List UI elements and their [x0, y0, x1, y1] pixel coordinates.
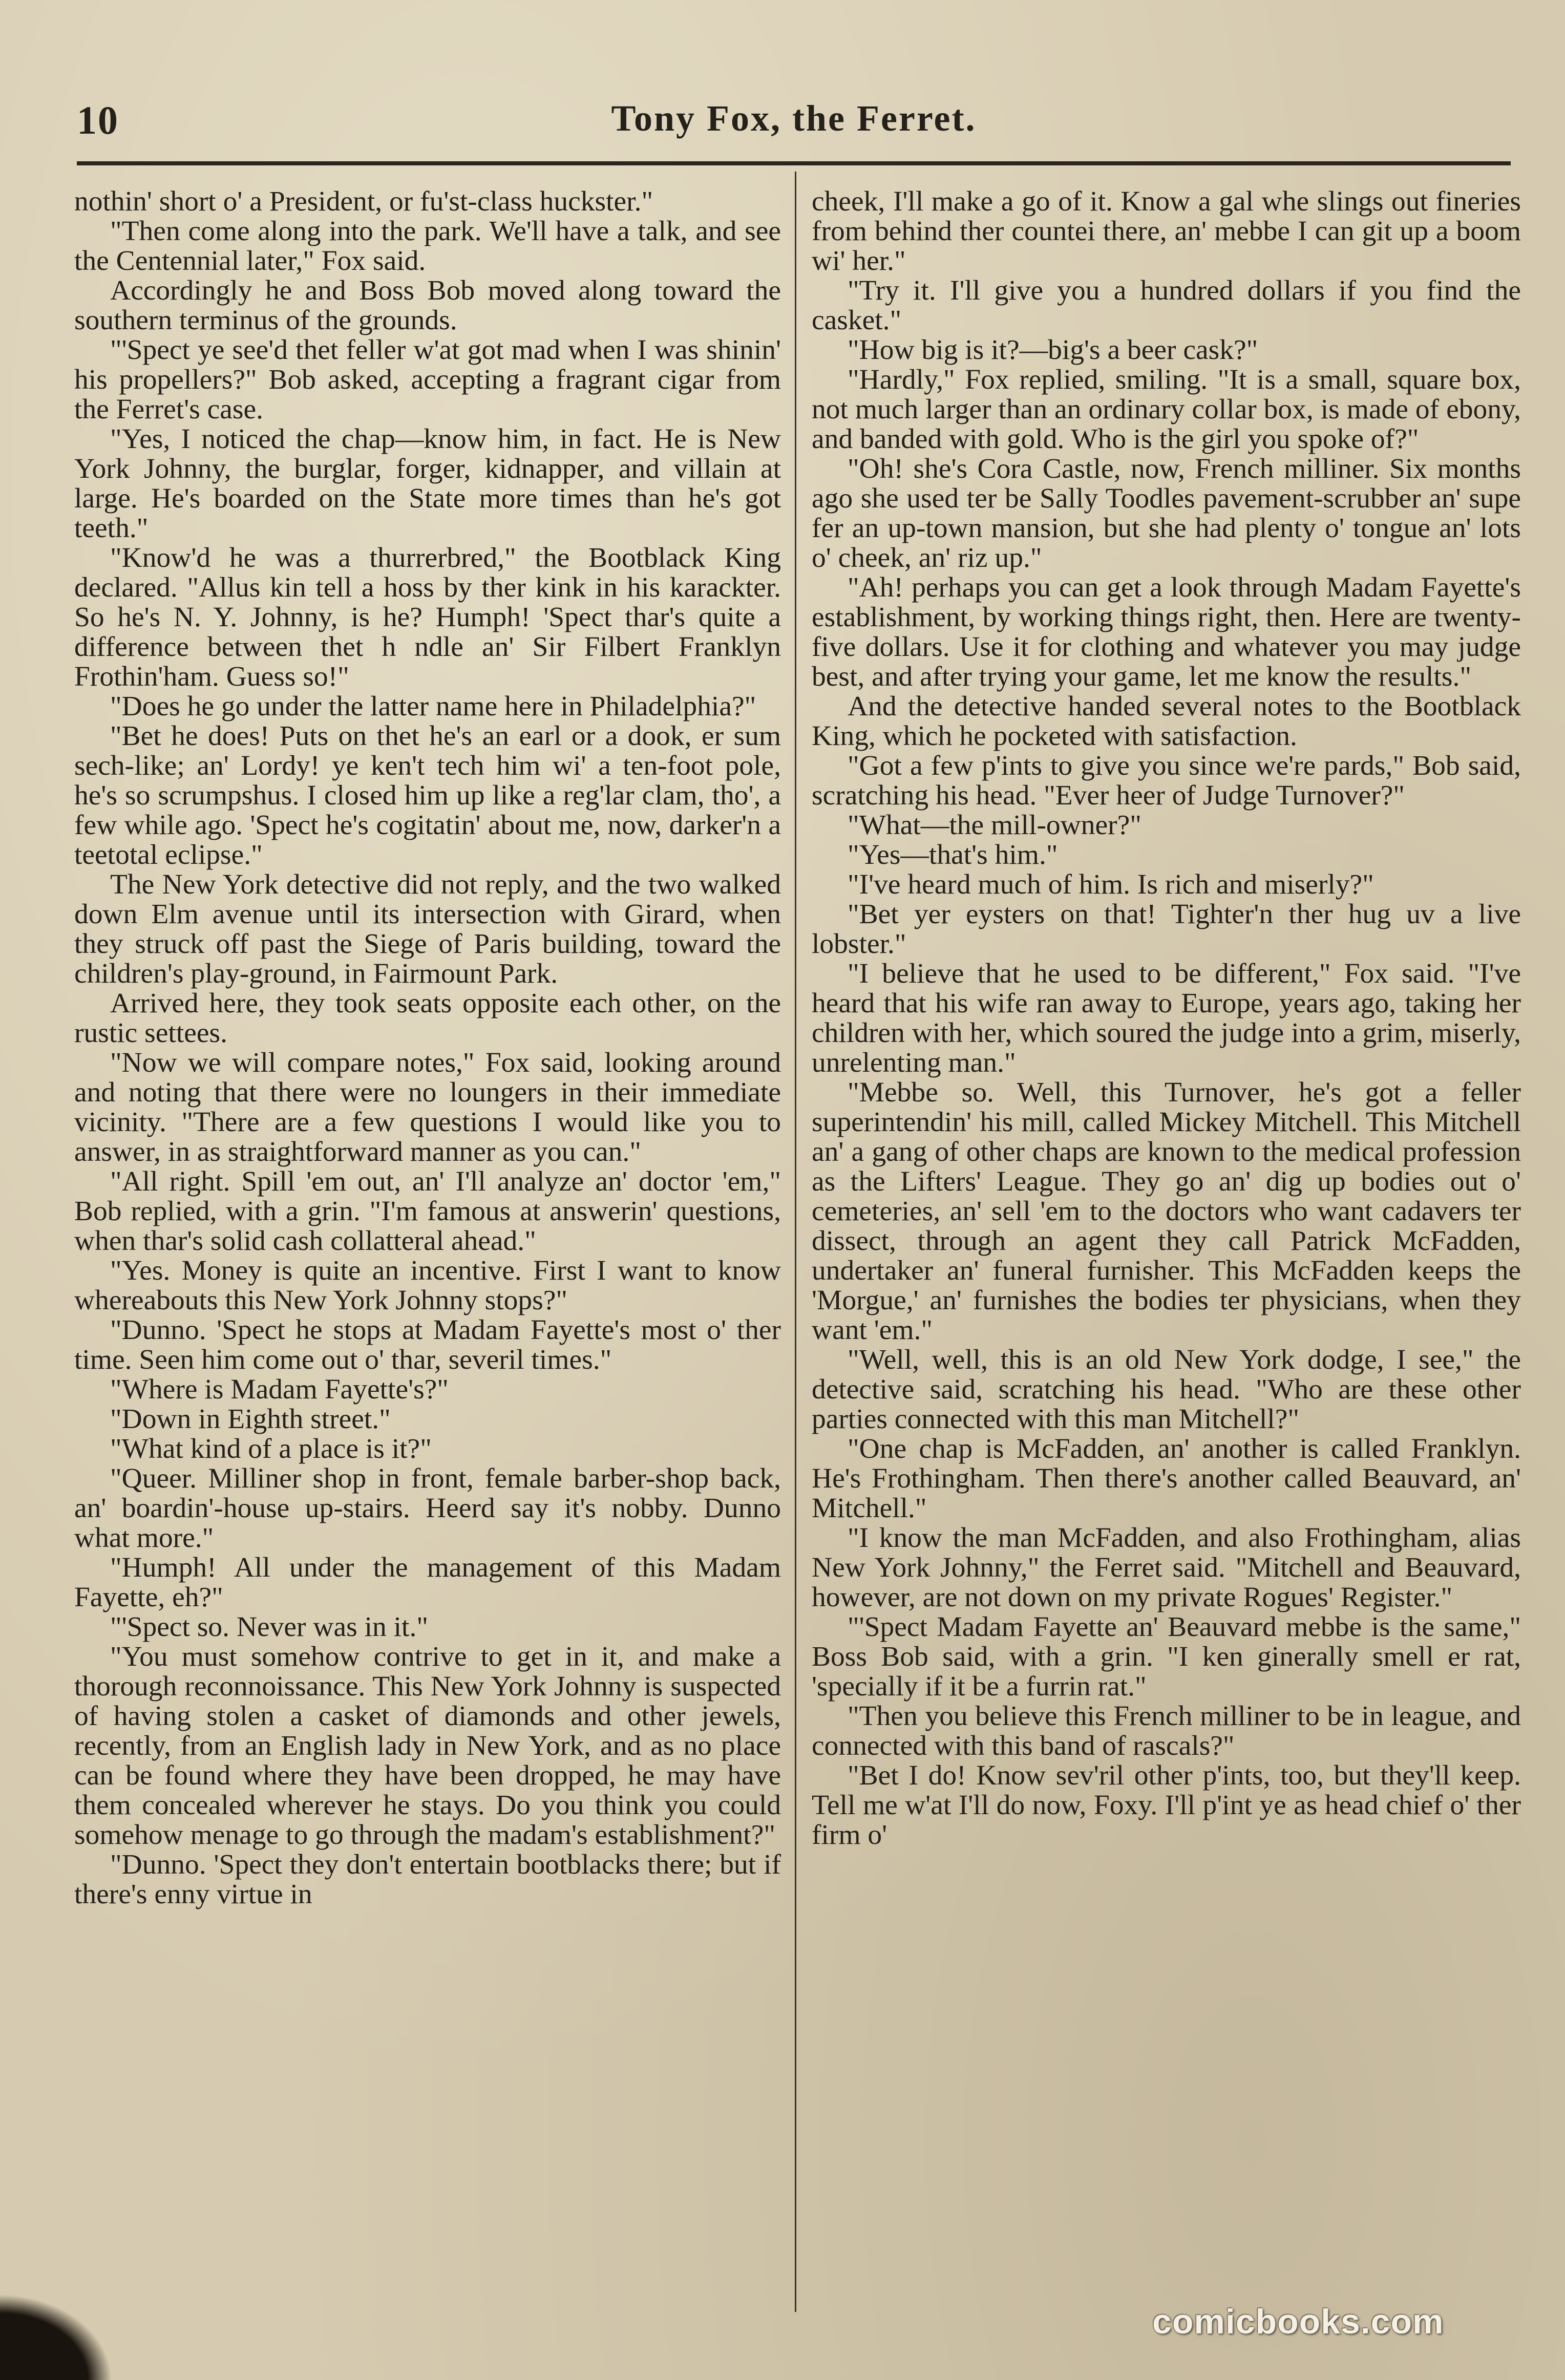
right-column-paragraph: "How big is it?—big's a beer cask?" — [848, 334, 1258, 366]
left-column-paragraph: "Dunno. 'Spect he stops at Madam Fayette's most o' ther time. Seen him come out o' thar, severil times." — [74, 1314, 781, 1375]
left-column-paragraph: "Dunno. 'Spect they don't entertain bootblacks there; but if there's enny virtue in — [74, 1849, 781, 1910]
right-column-paragraph: "Bet I do! Know sev'ril other p'ints, too, but they'll keep. Tell me w'at I'll do now, Foxy. I'll p'int ye as head chief o' ther firm o' — [812, 1760, 1521, 1851]
left-column-paragraph: "Yes. Money is quite an incentive. First I want to know whereabouts this New York Johnny stops?" — [74, 1255, 781, 1316]
left-column-paragraph: "Bet he does! Puts on thet he's an earl or a dook, er sum sech-like; an' Lordy! ye ken't tech him wi' a ten-foot pole, he's so scrumpshus. I closed him up like a reg'lar clam, tho', a few while ago. 'Spect he's cogitatin' about me, now, darker'n a teetotal eclipse." — [74, 720, 781, 870]
right-column-paragraph: "Well, well, this is an old New York dodge, I see," the detective said, scratching his head. "Who are these other parties connected with this man Mitchell?" — [812, 1344, 1521, 1435]
left-column-paragraph: "Queer. Milliner shop in front, female barber-shop back, an' boardin'-house up-stairs. Heerd say it's nobby. Dunno what more." — [74, 1463, 781, 1554]
right-column-paragraph: "Got a few p'ints to give you since we're pards," Bob said, scratching his head. "Ever heer of Judge Turnover?" — [812, 750, 1521, 811]
left-column-paragraph: "What kind of a place is it?" — [110, 1433, 432, 1464]
right-column-paragraph: "Ah! perhaps you can get a look through Madam Fayette's establishment, by working things right, then. Here are twenty-five dollars. Use it for clothing and whatever you may judge best, and after trying your game, let me know the results." — [812, 572, 1521, 692]
right-column-paragraph: "Bet yer eysters on that! Tighter'n ther hug uv a live lobster." — [812, 899, 1521, 960]
right-column — [812, 187, 1521, 2307]
column-divider — [795, 172, 796, 2312]
page-number: 10 — [77, 98, 119, 142]
watermark: comicbooks.com — [1152, 2302, 1444, 2341]
right-column-paragraph: "Hardly," Fox replied, smiling. "It is a small, square box, not much larger than an ordinary collar box, is made of ebony, and banded with gold. Who is the girl you spoke of?" — [812, 364, 1521, 455]
right-column-paragraph: "Oh! she's Cora Castle, now, French milliner. Six months ago she used ter be Sally Toodles pavement-scrubber an' supe fer an up-town mansion, but she had plenty o' tongue an' lots o' cheek, an' riz up." — [812, 453, 1521, 573]
page-header — [77, 97, 1511, 154]
right-column-paragraph: "I've heard much of him. Is rich and miserly?" — [848, 869, 1374, 900]
right-column-paragraph: "'Spect Madam Fayette an' Beauvard mebbe is the same," Boss Bob said, with a grin. "I ken ginerally smell er rat, 'specially if it be a furrin rat." — [812, 1611, 1521, 1702]
left-column-paragraph: "Humph! All under the management of this Madam Fayette, eh?" — [74, 1552, 781, 1613]
left-column-paragraph: "All right. Spill 'em out, an' I'll analyze an' doctor 'em," Bob replied, with a grin. "I'm famous at answerin' questions, when thar's solid cash collatteral ahead." — [74, 1166, 781, 1257]
left-column-paragraph: Arrived here, they took seats opposite each other, on the rustic settees. — [74, 988, 781, 1049]
left-column-paragraph: "'Spect ye see'd thet feller w'at got mad when I was shinin' his propellers?" Bob asked, accepting a fragrant cigar from the Ferret's case. — [74, 334, 781, 425]
right-column-paragraph: "I believe that he used to be different," Fox said. "I've heard that his wife ran away to Europe, years ago, taking her children with her, which soured the judge into a grim, miserly, unrelenting man." — [812, 958, 1521, 1078]
left-column-paragraph: nothin' short o' a President, or fu'st-class huckster." — [74, 187, 653, 217]
left-column — [74, 187, 781, 2307]
left-column-paragraph: "'Spect so. Never was in it." — [110, 1611, 428, 1643]
header-rule — [77, 161, 1511, 165]
right-column-paragraph: "Then you believe this French milliner to be in league, and connected with this band of rascals?" — [812, 1701, 1521, 1761]
right-column-paragraph: "One chap is McFadden, an' another is called Franklyn. He's Frothingham. Then there's another called Beauvard, an' Mitchell." — [812, 1433, 1521, 1524]
left-column-paragraph: "Does he go under the latter name here in Philadelphia?" — [110, 691, 756, 722]
left-column-paragraph: "Where is Madam Fayette's?" — [110, 1374, 449, 1405]
left-column-paragraph: "Now we will compare notes," Fox said, looking around and noting that there were no loungers in their immediate vicinity. "There are a few questions I would like you to answer, in as straightforward manner as you can." — [74, 1047, 781, 1167]
right-column-paragraph: "Yes—that's him." — [848, 839, 1058, 870]
right-column-paragraph: cheek, I'll make a go of it. Know a gal whe slings out fineries from behind ther countei there, an' mebbe I can git up a boom wi' her." — [812, 187, 1521, 277]
left-column-paragraph: The New York detective did not reply, and the two walked down Elm avenue until its intersection with Girard, when they struck off past the Siege of Paris building, toward the children's play-ground, in Fairmount Park. — [74, 869, 781, 989]
right-column-paragraph: And the detective handed several notes to the Bootblack King, which he pocketed with satisfaction. — [812, 691, 1521, 752]
left-column-paragraph: "Yes, I noticed the chap—know him, in fact. He is New York Johnny, the burglar, forger, kidnapper, and villain at large. He's boarded on the State more times than he's got teeth." — [74, 423, 781, 544]
right-column-paragraph: "What—the mill-owner?" — [848, 810, 1141, 841]
left-column-paragraph: "Down in Eighth street." — [110, 1404, 391, 1435]
right-column-paragraph: "I know the man McFadden, and also Frothingham, alias New York Johnny," the Ferret said. "Mitchell and Beauvard, however, are not down on my private Rogues' Register." — [812, 1522, 1521, 1613]
right-column-paragraph: "Try it. I'll give you a hundred dollars if you find the casket." — [812, 275, 1521, 336]
left-column-paragraph: "You must somehow contrive to get in it, and make a thorough reconnoissance. This New York Johnny is suspected of having stolen a casket of diamonds and other jewels, recently, from an English lady in New York, and as no place can be found where they have been dropped, he may have them concealed wherever he stays. Do you think you could somehow menage to go through the madam's establishment?" — [74, 1641, 781, 1851]
right-column-paragraph: "Mebbe so. Well, this Turnover, he's got a feller superintendin' his mill, called Mickey Mitchell. This Mitchell an' a gang of other chaps are known to the medical profession as the Lifters' League. They go an' dig up bodies out o' cemeteries, an' sell 'em to the doctors who want cadavers ter dissect, through an agent they call Patrick McFadden, undertaker an' funeral furnisher. This McFadden keeps the 'Morgue,' an' furnishes the bodies ter physicians, when they want 'em." — [812, 1077, 1521, 1346]
left-column-paragraph: "Then come along into the park. We'll have a talk, and see the Centennial later," Fox said. — [74, 216, 781, 277]
running-title: Tony Fox, the Ferret. — [611, 98, 977, 139]
left-column-paragraph: "Know'd he was a thurrerbred," the Bootblack King declared. "Allus kin tell a hoss by ther kink in his karackter. So he's N. Y. Johnny, is he? Humph! 'Spect thar's quite a difference between thet h ndle an' Sir Filbert Franklyn Frothin'ham. Guess so!" — [74, 542, 781, 692]
left-column-paragraph: Accordingly he and Boss Bob moved along toward the southern terminus of the grounds. — [74, 275, 781, 336]
torn-corner — [0, 2294, 113, 2380]
